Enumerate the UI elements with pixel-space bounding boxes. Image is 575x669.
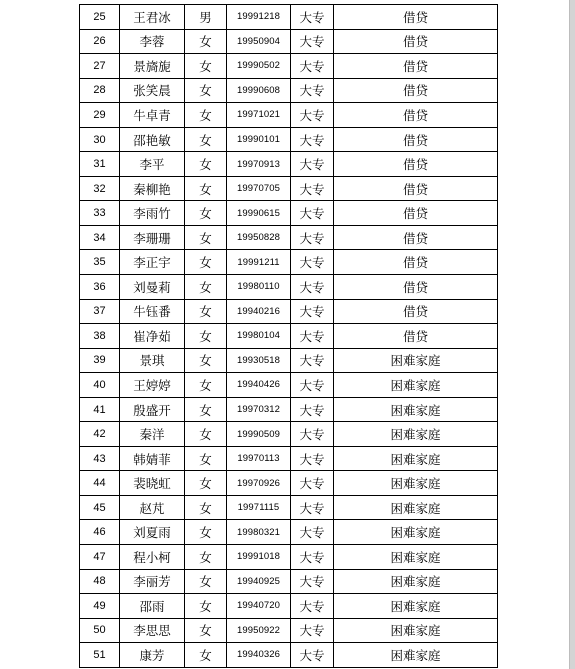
- education-cell: 大专: [291, 422, 334, 447]
- table-row: [80, 397, 498, 422]
- aid-type-cell: 借贷: [334, 275, 498, 300]
- table-row: [80, 324, 498, 349]
- gender-cell: 女: [185, 54, 227, 79]
- row-number-cell: 50: [80, 618, 120, 643]
- education-cell: 大专: [291, 275, 334, 300]
- student-name-cell: 景琪: [120, 348, 185, 373]
- gender-cell: 女: [185, 103, 227, 128]
- education-cell: 大专: [291, 348, 334, 373]
- row-number-cell: 26: [80, 29, 120, 54]
- student-name-cell: 牛卓青: [120, 103, 185, 128]
- aid-type-cell: 困难家庭: [334, 594, 498, 619]
- birth-date-cell: 19950904: [227, 29, 291, 54]
- student-name-cell: 裴晓虹: [120, 471, 185, 496]
- student-name-cell: 李思思: [120, 618, 185, 643]
- birth-date-cell: 19940326: [227, 643, 291, 668]
- student-name-cell: 刘曼莉: [120, 275, 185, 300]
- student-name-cell: 李正宇: [120, 250, 185, 275]
- education-cell: 大专: [291, 103, 334, 128]
- education-cell: 大专: [291, 225, 334, 250]
- row-number-cell: 45: [80, 495, 120, 520]
- student-name-cell: 李雨竹: [120, 201, 185, 226]
- birth-date-cell: 19971021: [227, 103, 291, 128]
- gender-cell: 女: [185, 495, 227, 520]
- aid-type-cell: 困难家庭: [334, 520, 498, 545]
- row-number-cell: 29: [80, 103, 120, 128]
- table-row: [80, 545, 498, 570]
- row-number-cell: 36: [80, 275, 120, 300]
- student-name-cell: 牛钰番: [120, 299, 185, 324]
- gender-cell: 女: [185, 643, 227, 668]
- birth-date-cell: 19940925: [227, 569, 291, 594]
- aid-type-cell: 困难家庭: [334, 618, 498, 643]
- education-cell: 大专: [291, 643, 334, 668]
- aid-type-cell: 困难家庭: [334, 495, 498, 520]
- row-number-cell: 37: [80, 299, 120, 324]
- row-number-cell: 31: [80, 152, 120, 177]
- table-row: [80, 495, 498, 520]
- birth-date-cell: 19990101: [227, 127, 291, 152]
- table-row: [80, 569, 498, 594]
- gender-cell: 女: [185, 520, 227, 545]
- education-cell: 大专: [291, 29, 334, 54]
- table-row: [80, 201, 498, 226]
- education-cell: 大专: [291, 201, 334, 226]
- education-cell: 大专: [291, 397, 334, 422]
- table-row: [80, 54, 498, 79]
- birth-date-cell: 19980321: [227, 520, 291, 545]
- table-row: [80, 275, 498, 300]
- education-cell: 大专: [291, 471, 334, 496]
- aid-type-cell: 借贷: [334, 78, 498, 103]
- aid-type-cell: 借贷: [334, 5, 498, 30]
- education-cell: 大专: [291, 299, 334, 324]
- gender-cell: 女: [185, 324, 227, 349]
- table-row: [80, 176, 498, 201]
- aid-type-cell: 借贷: [334, 103, 498, 128]
- aid-type-cell: 借贷: [334, 299, 498, 324]
- aid-type-cell: 困难家庭: [334, 397, 498, 422]
- gender-cell: 女: [185, 422, 227, 447]
- student-name-cell: 李珊珊: [120, 225, 185, 250]
- aid-type-cell: 借贷: [334, 176, 498, 201]
- row-number-cell: 27: [80, 54, 120, 79]
- aid-type-cell: 困难家庭: [334, 446, 498, 471]
- birth-date-cell: 19991018: [227, 545, 291, 570]
- education-cell: 大专: [291, 594, 334, 619]
- aid-type-cell: 借贷: [334, 54, 498, 79]
- aid-type-cell: 困难家庭: [334, 373, 498, 398]
- row-number-cell: 46: [80, 520, 120, 545]
- row-number-cell: 48: [80, 569, 120, 594]
- student-name-cell: 秦洋: [120, 422, 185, 447]
- row-number-cell: 47: [80, 545, 120, 570]
- gender-cell: 女: [185, 250, 227, 275]
- row-number-cell: 34: [80, 225, 120, 250]
- roster-table-body: [80, 5, 498, 668]
- student-name-cell: 王君冰: [120, 5, 185, 30]
- table-row: [80, 5, 498, 30]
- education-cell: 大专: [291, 545, 334, 570]
- student-name-cell: 康芳: [120, 643, 185, 668]
- birth-date-cell: 19980110: [227, 275, 291, 300]
- gender-cell: 女: [185, 594, 227, 619]
- gender-cell: 女: [185, 348, 227, 373]
- row-number-cell: 28: [80, 78, 120, 103]
- student-name-cell: 李蓉: [120, 29, 185, 54]
- aid-type-cell: 困难家庭: [334, 569, 498, 594]
- gender-cell: 女: [185, 373, 227, 398]
- aid-type-cell: 借贷: [334, 152, 498, 177]
- birth-date-cell: 19940216: [227, 299, 291, 324]
- birth-date-cell: 19971115: [227, 495, 291, 520]
- table-row: [80, 422, 498, 447]
- aid-type-cell: 借贷: [334, 250, 498, 275]
- gender-cell: 女: [185, 299, 227, 324]
- gender-cell: 女: [185, 152, 227, 177]
- gender-cell: 女: [185, 569, 227, 594]
- gender-cell: 女: [185, 446, 227, 471]
- table-row: [80, 152, 498, 177]
- birth-date-cell: 19991211: [227, 250, 291, 275]
- birth-date-cell: 19950828: [227, 225, 291, 250]
- table-row: [80, 127, 498, 152]
- education-cell: 大专: [291, 152, 334, 177]
- row-number-cell: 51: [80, 643, 120, 668]
- student-name-cell: 殷盛开: [120, 397, 185, 422]
- table-row: [80, 78, 498, 103]
- student-name-cell: 崔净茹: [120, 324, 185, 349]
- birth-date-cell: 19950922: [227, 618, 291, 643]
- aid-type-cell: 借贷: [334, 29, 498, 54]
- aid-type-cell: 困难家庭: [334, 545, 498, 570]
- birth-date-cell: 19990509: [227, 422, 291, 447]
- birth-date-cell: 19970913: [227, 152, 291, 177]
- aid-type-cell: 困难家庭: [334, 643, 498, 668]
- birth-date-cell: 19990502: [227, 54, 291, 79]
- table-row: [80, 373, 498, 398]
- birth-date-cell: 19980104: [227, 324, 291, 349]
- birth-date-cell: 19970312: [227, 397, 291, 422]
- table-row: [80, 299, 498, 324]
- row-number-cell: 49: [80, 594, 120, 619]
- student-name-cell: 王婷婷: [120, 373, 185, 398]
- aid-type-cell: 困难家庭: [334, 471, 498, 496]
- birth-date-cell: 19970705: [227, 176, 291, 201]
- education-cell: 大专: [291, 520, 334, 545]
- gender-cell: 女: [185, 397, 227, 422]
- birth-date-cell: 19930518: [227, 348, 291, 373]
- student-name-cell: 李丽芳: [120, 569, 185, 594]
- table-row: [80, 594, 498, 619]
- row-number-cell: 44: [80, 471, 120, 496]
- row-number-cell: 43: [80, 446, 120, 471]
- gender-cell: 女: [185, 225, 227, 250]
- birth-date-cell: 19990608: [227, 78, 291, 103]
- gender-cell: 女: [185, 545, 227, 570]
- student-name-cell: 景旖旎: [120, 54, 185, 79]
- gender-cell: 男: [185, 5, 227, 30]
- table-row: [80, 225, 498, 250]
- table-row: [80, 471, 498, 496]
- student-name-cell: 邵艳敏: [120, 127, 185, 152]
- table-row: [80, 618, 498, 643]
- aid-type-cell: 借贷: [334, 225, 498, 250]
- gender-cell: 女: [185, 471, 227, 496]
- row-number-cell: 30: [80, 127, 120, 152]
- window-right-edge: [569, 0, 575, 669]
- aid-type-cell: 困难家庭: [334, 348, 498, 373]
- education-cell: 大专: [291, 176, 334, 201]
- birth-date-cell: 19991218: [227, 5, 291, 30]
- education-cell: 大专: [291, 324, 334, 349]
- row-number-cell: 40: [80, 373, 120, 398]
- gender-cell: 女: [185, 176, 227, 201]
- aid-type-cell: 困难家庭: [334, 422, 498, 447]
- row-number-cell: 33: [80, 201, 120, 226]
- birth-date-cell: 19970113: [227, 446, 291, 471]
- table-row: [80, 520, 498, 545]
- student-name-cell: 韩婧菲: [120, 446, 185, 471]
- education-cell: 大专: [291, 5, 334, 30]
- row-number-cell: 35: [80, 250, 120, 275]
- row-number-cell: 25: [80, 5, 120, 30]
- birth-date-cell: 19940720: [227, 594, 291, 619]
- education-cell: 大专: [291, 569, 334, 594]
- birth-date-cell: 19970926: [227, 471, 291, 496]
- table-row: [80, 348, 498, 373]
- aid-type-cell: 借贷: [334, 127, 498, 152]
- student-name-cell: 赵芃: [120, 495, 185, 520]
- education-cell: 大专: [291, 446, 334, 471]
- table-row: [80, 29, 498, 54]
- table-row: [80, 643, 498, 668]
- student-name-cell: 程小柯: [120, 545, 185, 570]
- aid-type-cell: 借贷: [334, 324, 498, 349]
- gender-cell: 女: [185, 29, 227, 54]
- student-name-cell: 刘夏雨: [120, 520, 185, 545]
- aid-type-cell: 借贷: [334, 201, 498, 226]
- student-name-cell: 秦柳艳: [120, 176, 185, 201]
- row-number-cell: 41: [80, 397, 120, 422]
- table-row: [80, 250, 498, 275]
- student-name-cell: 邵雨: [120, 594, 185, 619]
- row-number-cell: 39: [80, 348, 120, 373]
- birth-date-cell: 19990615: [227, 201, 291, 226]
- education-cell: 大专: [291, 495, 334, 520]
- education-cell: 大专: [291, 250, 334, 275]
- gender-cell: 女: [185, 275, 227, 300]
- education-cell: 大专: [291, 54, 334, 79]
- student-name-cell: 张笑晨: [120, 78, 185, 103]
- row-number-cell: 32: [80, 176, 120, 201]
- table-row: [80, 103, 498, 128]
- student-roster-table: [79, 4, 498, 668]
- gender-cell: 女: [185, 618, 227, 643]
- student-name-cell: 李平: [120, 152, 185, 177]
- education-cell: 大专: [291, 127, 334, 152]
- gender-cell: 女: [185, 127, 227, 152]
- education-cell: 大专: [291, 618, 334, 643]
- birth-date-cell: 19940426: [227, 373, 291, 398]
- row-number-cell: 42: [80, 422, 120, 447]
- table-row: [80, 446, 498, 471]
- education-cell: 大专: [291, 373, 334, 398]
- education-cell: 大专: [291, 78, 334, 103]
- gender-cell: 女: [185, 201, 227, 226]
- row-number-cell: 38: [80, 324, 120, 349]
- gender-cell: 女: [185, 78, 227, 103]
